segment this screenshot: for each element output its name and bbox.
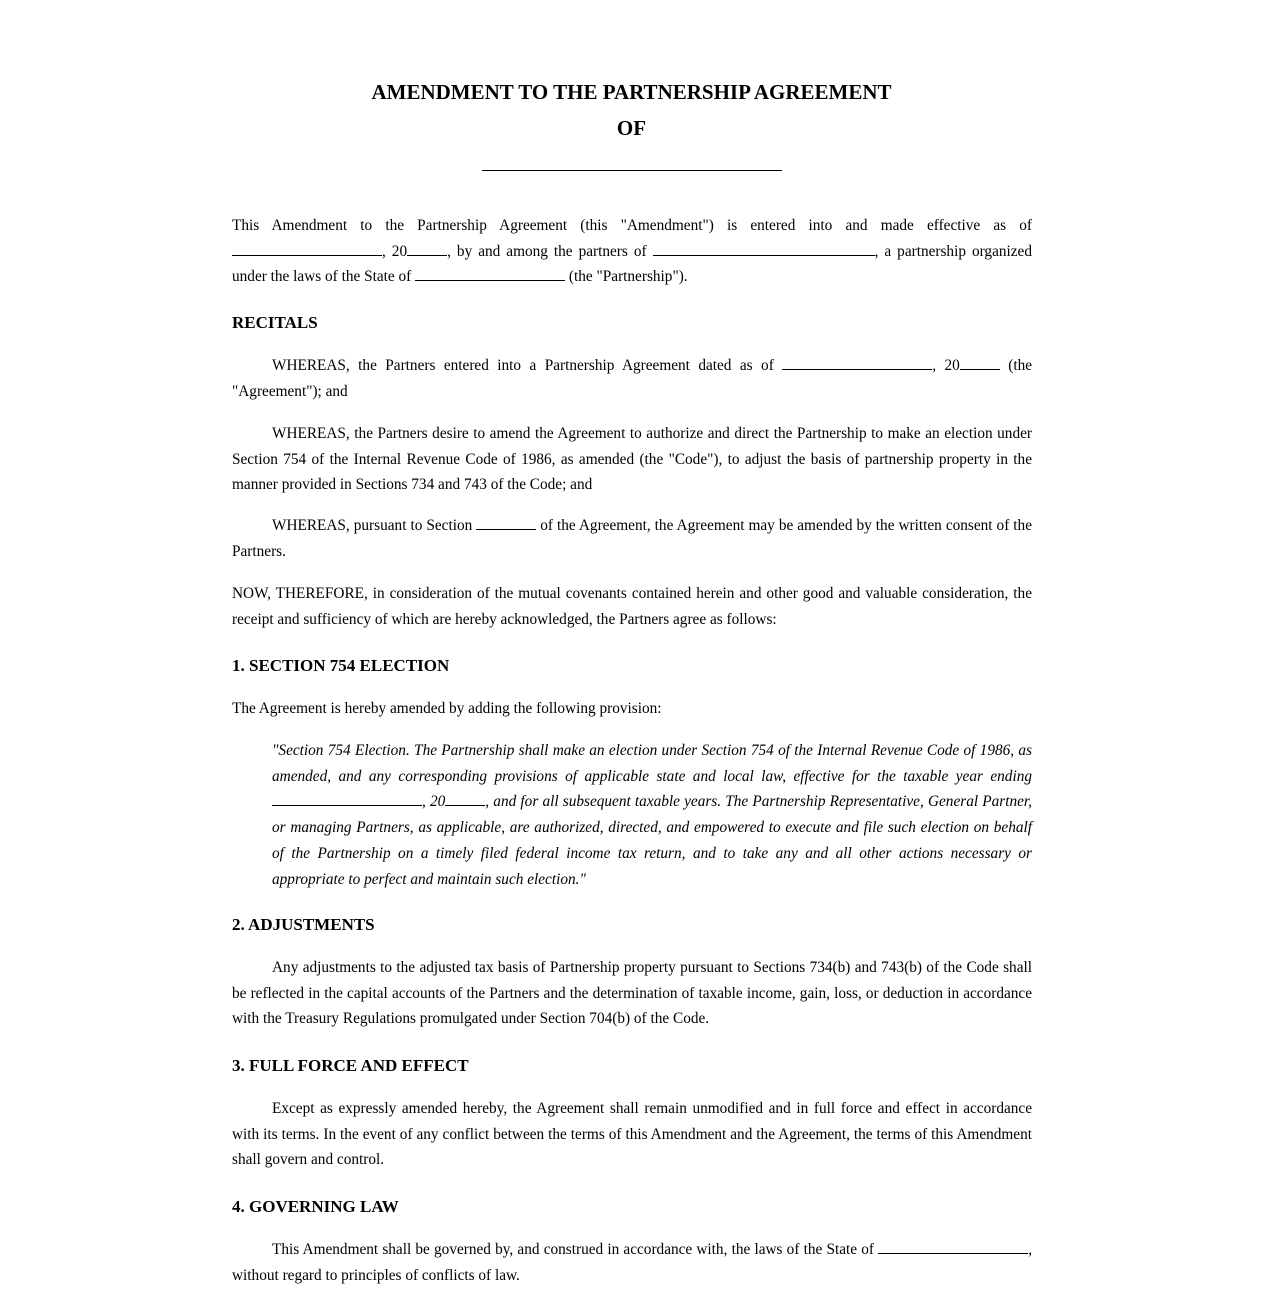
partnership-blank[interactable] (653, 240, 875, 256)
section-number-blank[interactable] (476, 514, 536, 530)
agreement-year-blank[interactable] (960, 354, 1000, 370)
section-2-heading: 2. ADJUSTMENTS (232, 915, 375, 934)
effective-year-blank[interactable] (407, 240, 447, 256)
whereas-paragraph-3: WHEREAS, pursuant to Section of the Agreement, the Agreement may be amended by the written consent of the Partners. (232, 513, 1032, 564)
partnership-name-blank[interactable] (482, 170, 782, 171)
agreement-date-blank[interactable] (782, 354, 932, 370)
effective-date-blank[interactable] (232, 240, 382, 256)
whereas-paragraph-2: WHEREAS, the Partners desire to amend the Agreement to authorize and direct the Partnership to make an election under Section 754 of the Internal Revenue Code of 1986, as amended (the "Code"), to adjust the basis of partnership property in the manner provided in Sections 734 and 743 of the Code; and (232, 425, 1032, 494)
document-title-of: OF (616, 116, 647, 140)
section-3-body: Except as expressly amended hereby, the Agreement shall remain unmodified and in full force and effect in accordance with its terms. In the event of any conflict between the terms of this Amendment and the Agreement, the terms of this Amendment shall govern and control. (232, 1100, 1032, 1169)
taxable-year-blank[interactable] (445, 790, 485, 806)
section-3-heading: 3. FULL FORCE AND EFFECT (232, 1056, 469, 1075)
recitals-heading: RECITALS (232, 313, 318, 332)
taxable-year-date-blank[interactable] (272, 790, 422, 806)
governing-state-blank[interactable] (878, 1238, 1028, 1254)
section-1-heading: 1. SECTION 754 ELECTION (232, 656, 450, 675)
whereas-paragraph-1: WHEREAS, the Partners entered into a Partnership Agreement dated as of , 20 (the "Agreement"); and (232, 353, 1032, 404)
section-1-quoted-provision: "Section 754 Election. The Partnership shall make an election under Section 754 of the Internal Revenue Code of 1986, as amended, and any corresponding provisions of applicable state and local law, effective for the taxable year ending , 20 , and for all subsequent taxable years. The Partnership Representative, General Partner, or managing Partners, as applicable, are authorized, directed, and empowered to execute and file such election on behalf of the Partnership on a timely filed federal income tax return, and to take any and all other actions necessary or appropriate to perfect and maintain such election." (272, 742, 1032, 888)
document-title: AMENDMENT TO THE PARTNERSHIP AGREEMENT (371, 80, 892, 104)
section-2-body: Any adjustments to the adjusted tax basis of Partnership property pursuant to Sections 734(b) and 743(b) of the Code shall be reflected in the capital accounts of the Partners and the determination of taxable income, gain, loss, or deduction in accordance with the Treasury Regulations promulgated under Section 704(b) of the Code. (232, 959, 1032, 1028)
section-1-lead: The Agreement is hereby amended by adding the following provision: (232, 700, 662, 717)
intro-paragraph: This Amendment to the Partnership Agreement (this "Amendment") is entered into and made effective as of , 20 , by and among the partners of , a partnership organized under the laws of the State of (the "Partnership"). (232, 217, 1032, 286)
state-blank[interactable] (415, 265, 565, 281)
section-4-heading: 4. GOVERNING LAW (232, 1197, 399, 1216)
now-therefore-paragraph: NOW, THEREFORE, in consideration of the mutual covenants contained herein and other good and valuable consideration, the receipt and sufficiency of which are hereby acknowledged, the Partners agree as follows: (232, 585, 1032, 628)
section-4-body: This Amendment shall be governed by, and construed in accordance with, the laws of the State of , without regard to principles of conflicts of law. (232, 1237, 1032, 1288)
